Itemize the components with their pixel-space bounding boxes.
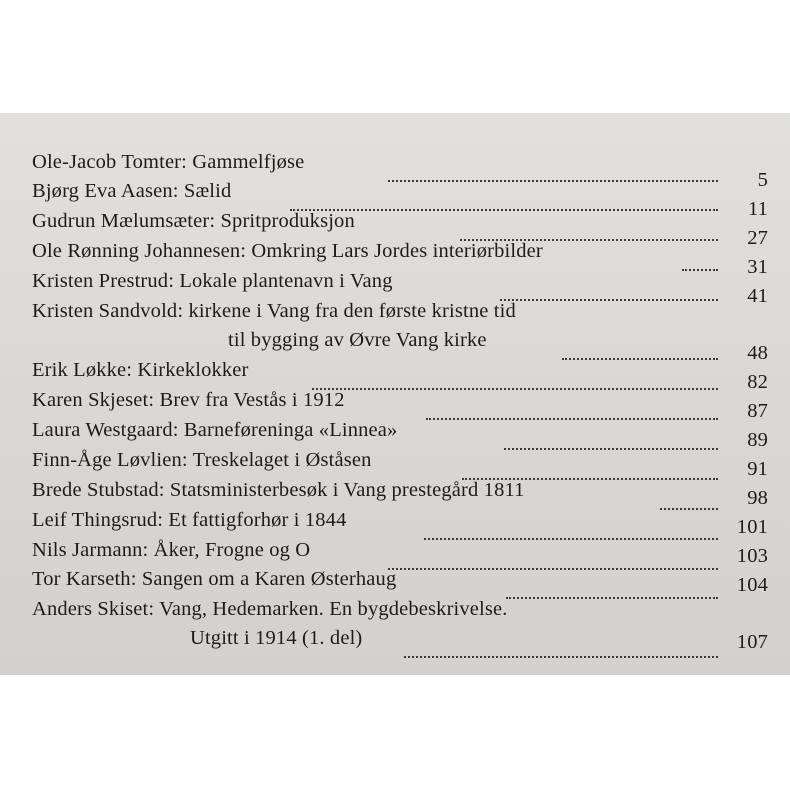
- dot-leader: [426, 418, 718, 420]
- toc-entry-title: Ole Rønning Johannesen: Omkring Lars Jordes interiørbilder: [32, 240, 543, 262]
- toc-entry-title: Brede Stubstad: Statsministerbesøk i Vang prestegård 1811: [32, 479, 525, 501]
- toc-entry-title: Anders Skiset: Vang, Hedemarken. En bygdebeskrivelse.: [32, 598, 508, 620]
- toc-entry-title: Gudrun Mælumsæter: Spritproduksjon: [32, 210, 355, 232]
- toc-entry-title: Finn-Åge Løvlien: Treskelaget i Øståsen: [32, 449, 372, 471]
- toc-entry-page: 41: [747, 285, 768, 307]
- toc-entry-title: Leif Thingsrud: Et fattigforhør i 1844: [32, 509, 347, 531]
- dot-leader: [404, 656, 718, 658]
- book-page: [0, 113, 790, 675]
- toc-entry-page: 87: [747, 400, 768, 422]
- toc-entry-page: 11: [747, 198, 768, 220]
- toc-entry-title: Nils Jarmann: Åker, Frogne og O: [32, 539, 311, 561]
- toc-entry-page: 27: [747, 227, 768, 249]
- toc-entry-title-continued: Utgitt i 1914 (1. del): [190, 627, 363, 649]
- toc-entry-page: 98: [747, 487, 768, 509]
- toc-entry-page: 107: [736, 631, 768, 653]
- toc-entry-page: 89: [747, 429, 768, 451]
- dot-leader: [388, 568, 718, 570]
- dot-leader: [312, 388, 718, 390]
- toc-entry-title: Kristen Prestrud: Lokale plantenavn i Vang: [32, 270, 393, 292]
- toc-entry-page: 5: [757, 169, 768, 191]
- dot-leader: [500, 299, 718, 301]
- dot-leader: [660, 508, 718, 510]
- toc-entry-title: Karen Skjeset: Brev fra Vestås i 1912: [32, 389, 345, 411]
- toc-entry-page: 82: [747, 371, 768, 393]
- toc-entry-page: 103: [736, 545, 768, 567]
- toc-entry-page: 101: [736, 516, 768, 538]
- toc-entry-title: Erik Løkke: Kirkeklokker: [32, 359, 249, 381]
- dot-leader: [388, 180, 718, 182]
- dot-leader: [504, 448, 718, 450]
- dot-leader: [506, 597, 718, 599]
- dot-leader: [682, 269, 718, 271]
- toc-entry-page: 31: [747, 256, 768, 278]
- toc-entry-title: Bjørg Eva Aasen: Sælid: [32, 180, 232, 202]
- toc-entry-page: 104: [736, 574, 768, 596]
- toc-entry-title: Ole-Jacob Tomter: Gammelfjøse: [32, 151, 305, 173]
- dot-leader: [424, 538, 718, 540]
- toc-entry-page: 91: [747, 458, 768, 480]
- toc-entry-page: 48: [747, 342, 768, 364]
- toc-entry-title: Tor Karseth: Sangen om a Karen Østerhaug: [32, 568, 397, 590]
- toc-entry-title: Kristen Sandvold: kirkene i Vang fra den første kristne tid: [32, 300, 516, 322]
- dot-leader: [562, 358, 718, 360]
- table-of-contents: [0, 113, 790, 675]
- toc-entry-title-continued: til bygging av Øvre Vang kirke: [228, 329, 487, 351]
- toc-entry-title: Laura Westgaard: Barneføreninga «Linnea»: [32, 419, 398, 441]
